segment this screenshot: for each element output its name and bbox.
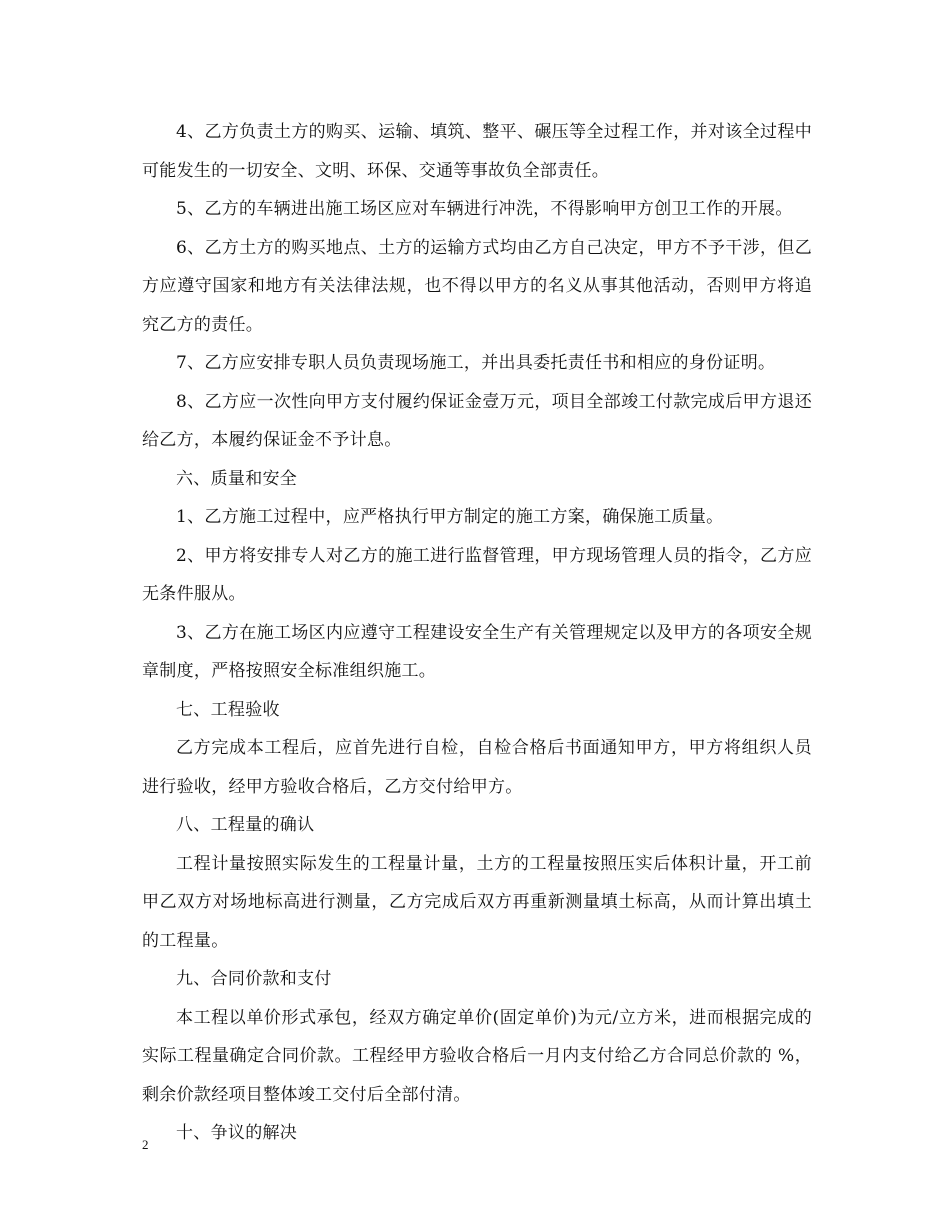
section-9-heading: 九、合同价款和支付 xyxy=(176,969,332,989)
clause-6-1: 1、乙方施工过程中，应严格执行甲方制定的施工方案，确保施工质量。 xyxy=(176,507,724,527)
clause-5-6: 6、乙方土方的购买地点、土方的运输方式均由乙方自己决定，甲方不予干涉，但乙方应遵守国家和地方有关法律法规，也不得以甲方的名义从事其他活动，否则甲方将追究乙方的责任。 xyxy=(142,237,812,335)
document-body xyxy=(142,113,812,1153)
clause-6-3: 3、乙方在施工场区内应遵守工程建设安全生产有关管理规定以及甲方的各项安全规章制度，严格按照安全标准组织施工。 xyxy=(142,622,812,681)
clause-9-body: 本工程以单价形式承包，经双方确定单价(固定单价)为元/立方米，进而根据完成的实际工程量确定合同价款。工程经甲方验收合格后一月内支付给乙方合同总价款的 %，剩余价款经项目整体竣工交付后全部付清。 xyxy=(142,1007,812,1105)
section-8-heading: 八、工程量的确认 xyxy=(176,815,315,835)
section-10-heading: 十、争议的解决 xyxy=(176,1123,298,1143)
clause-5-8: 8、乙方应一次性向甲方支付履约保证金壹万元，项目全部竣工付款完成后甲方退还给乙方，本履约保证金不予计息。 xyxy=(142,391,812,450)
page-number: 2 xyxy=(142,1137,149,1152)
clause-6-2: 2、甲方将安排专人对乙方的施工进行监督管理，甲方现场管理人员的指令，乙方应无条件服从。 xyxy=(142,545,812,604)
clause-7-body: 乙方完成本工程后，应首先进行自检，自检合格后书面通知甲方，甲方将组织人员进行验收，经甲方验收合格后，乙方交付给甲方。 xyxy=(142,738,812,797)
section-7-heading: 七、工程验收 xyxy=(176,699,280,720)
clause-5-5: 5、乙方的车辆进出施工场区应对车辆进行冲洗，不得影响甲方创卫工作的开展。 xyxy=(176,199,793,219)
clause-5-4: 4、乙方负责土方的购买、运输、填筑、整平、碾压等全过程工作，并对该全过程中可能发生的一切安全、文明、环保、交通等事故负全部责任。 xyxy=(142,122,812,181)
clause-5-7: 7、乙方应安排专职人员负责现场施工，并出具委托责任书和相应的身份证明。 xyxy=(176,353,776,373)
section-6-heading: 六、质量和安全 xyxy=(176,468,298,489)
clause-8-body: 工程计量按照实际发生的工程量计量，土方的工程量按照压实后体积计量，开工前甲乙双方对场地标高进行测量，乙方完成后双方再重新测量填土标高，从而计算出填土的工程量。 xyxy=(142,853,812,951)
